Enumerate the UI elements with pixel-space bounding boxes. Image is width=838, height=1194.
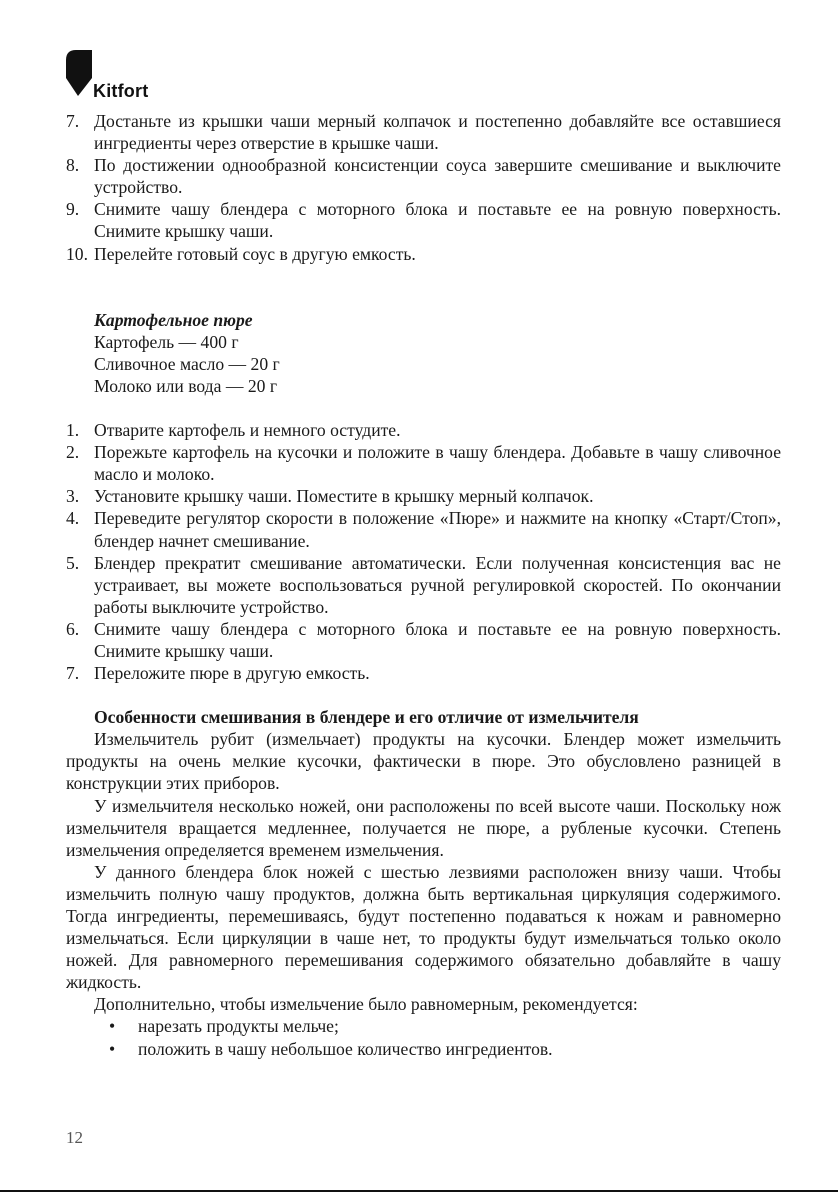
list-item: 2. Порежьте картофель на кусочки и положите в чашу блендера. Добавьте в чашу сливочное масло и молоко.	[66, 442, 781, 485]
paragraph: Дополнительно, чтобы измельчение было равномерным, рекомендуется:	[94, 994, 638, 1015]
ingredient-item: Сливочное масло — 20 г	[94, 353, 280, 374]
page-number: 12	[66, 1128, 83, 1147]
list-item: 7. Переложите пюре в другую емкость.	[66, 663, 370, 684]
kitfort-logo-icon	[66, 50, 92, 96]
spacer	[66, 684, 781, 706]
ingredient-item: Картофель — 400 г	[94, 331, 239, 352]
spacer	[66, 287, 781, 309]
bullet-icon: •	[109, 1016, 116, 1037]
paragraph: У измельчителя несколько ножей, они расположены по всей высоте чаши. Поскольку нож измельчителя вращается медленнее, получается не пюре, а рубленые кусочки. Степень измельчения определяется временем измельчения.	[66, 795, 781, 860]
spacer	[66, 265, 781, 287]
page-content	[66, 110, 781, 1060]
recommendation-list	[66, 1015, 781, 1059]
sauce-steps-list	[66, 110, 781, 265]
puree-steps-list	[66, 419, 781, 684]
list-item: 10. Перелейте готовый соус в другую емкость.	[66, 243, 416, 264]
list-item: 5. Блендер прекратит смешивание автоматически. Если полученная консистенция вас не устраивает, вы можете воспользоваться ручной регулировкой скоростей. По окончании работы выключите устройство.	[66, 552, 781, 617]
list-item: 3. Установите крышку чаши. Поместите в крышку мерный колпачок.	[66, 486, 594, 507]
list-item: 6. Снимите чашу блендера с моторного блока и поставьте ее на ровную поверхность. Снимите крышку чаши.	[66, 618, 781, 661]
bottom-divider	[0, 1190, 838, 1192]
recipe-block	[94, 309, 781, 397]
list-item: 1. Отварите картофель и немного остудите.	[66, 420, 401, 441]
list-item: • нарезать продукты мельче;	[109, 1016, 339, 1037]
ingredient-item: Молоко или вода — 20 г	[94, 375, 278, 396]
list-item: 8. По достижении однообразной консистенции соуса завершите смешивание и выключите устройство.	[66, 155, 781, 198]
spacer	[66, 397, 781, 419]
list-item: 7. Достаньте из крышки чаши мерный колпачок и постепенно добавляйте все оставшиеся ингредиенты через отверстие в крышке чаши.	[66, 111, 781, 154]
list-item: 9. Снимите чашу блендера с моторного блока и поставьте ее на ровную поверхность. Снимите крышку чаши.	[66, 199, 781, 242]
recipe-title: Картофельное пюре	[94, 309, 253, 330]
brand-name: Kitfort	[93, 81, 149, 101]
list-item: 4. Переведите регулятор скорости в положение «Пюре» и нажмите на кнопку «Старт/Стоп», блендер начнет смешивание.	[66, 508, 781, 551]
list-item: • положить в чашу небольшое количество ингредиентов.	[109, 1038, 553, 1059]
section-heading: Особенности смешивания в блендере и его отличие от измельчителя	[94, 707, 639, 728]
paragraph: Измельчитель рубит (измельчает) продукты на кусочки. Блендер может измельчить продукты на очень мелкие кусочки, фактически в пюре. Это обусловлено разницей в конструкции этих приборов.	[66, 729, 781, 794]
paragraph: У данного блендера блок ножей с шестью лезвиями расположен внизу чаши. Чтобы измельчить полную чашу продуктов, должна быть вертикальная циркуляция содержимого. Тогда ингредиенты, перемешиваясь, будут постепенно подаваться к ножам и равномерно измельчаться. Если циркуляции в чаше нет, то продукты будут измельчаться только около ножей. Для равномерного перемешивания содержимого обязательно добавляйте в чашу жидкость.	[66, 861, 781, 993]
brand-logo	[66, 50, 176, 100]
bullet-icon: •	[109, 1038, 116, 1059]
